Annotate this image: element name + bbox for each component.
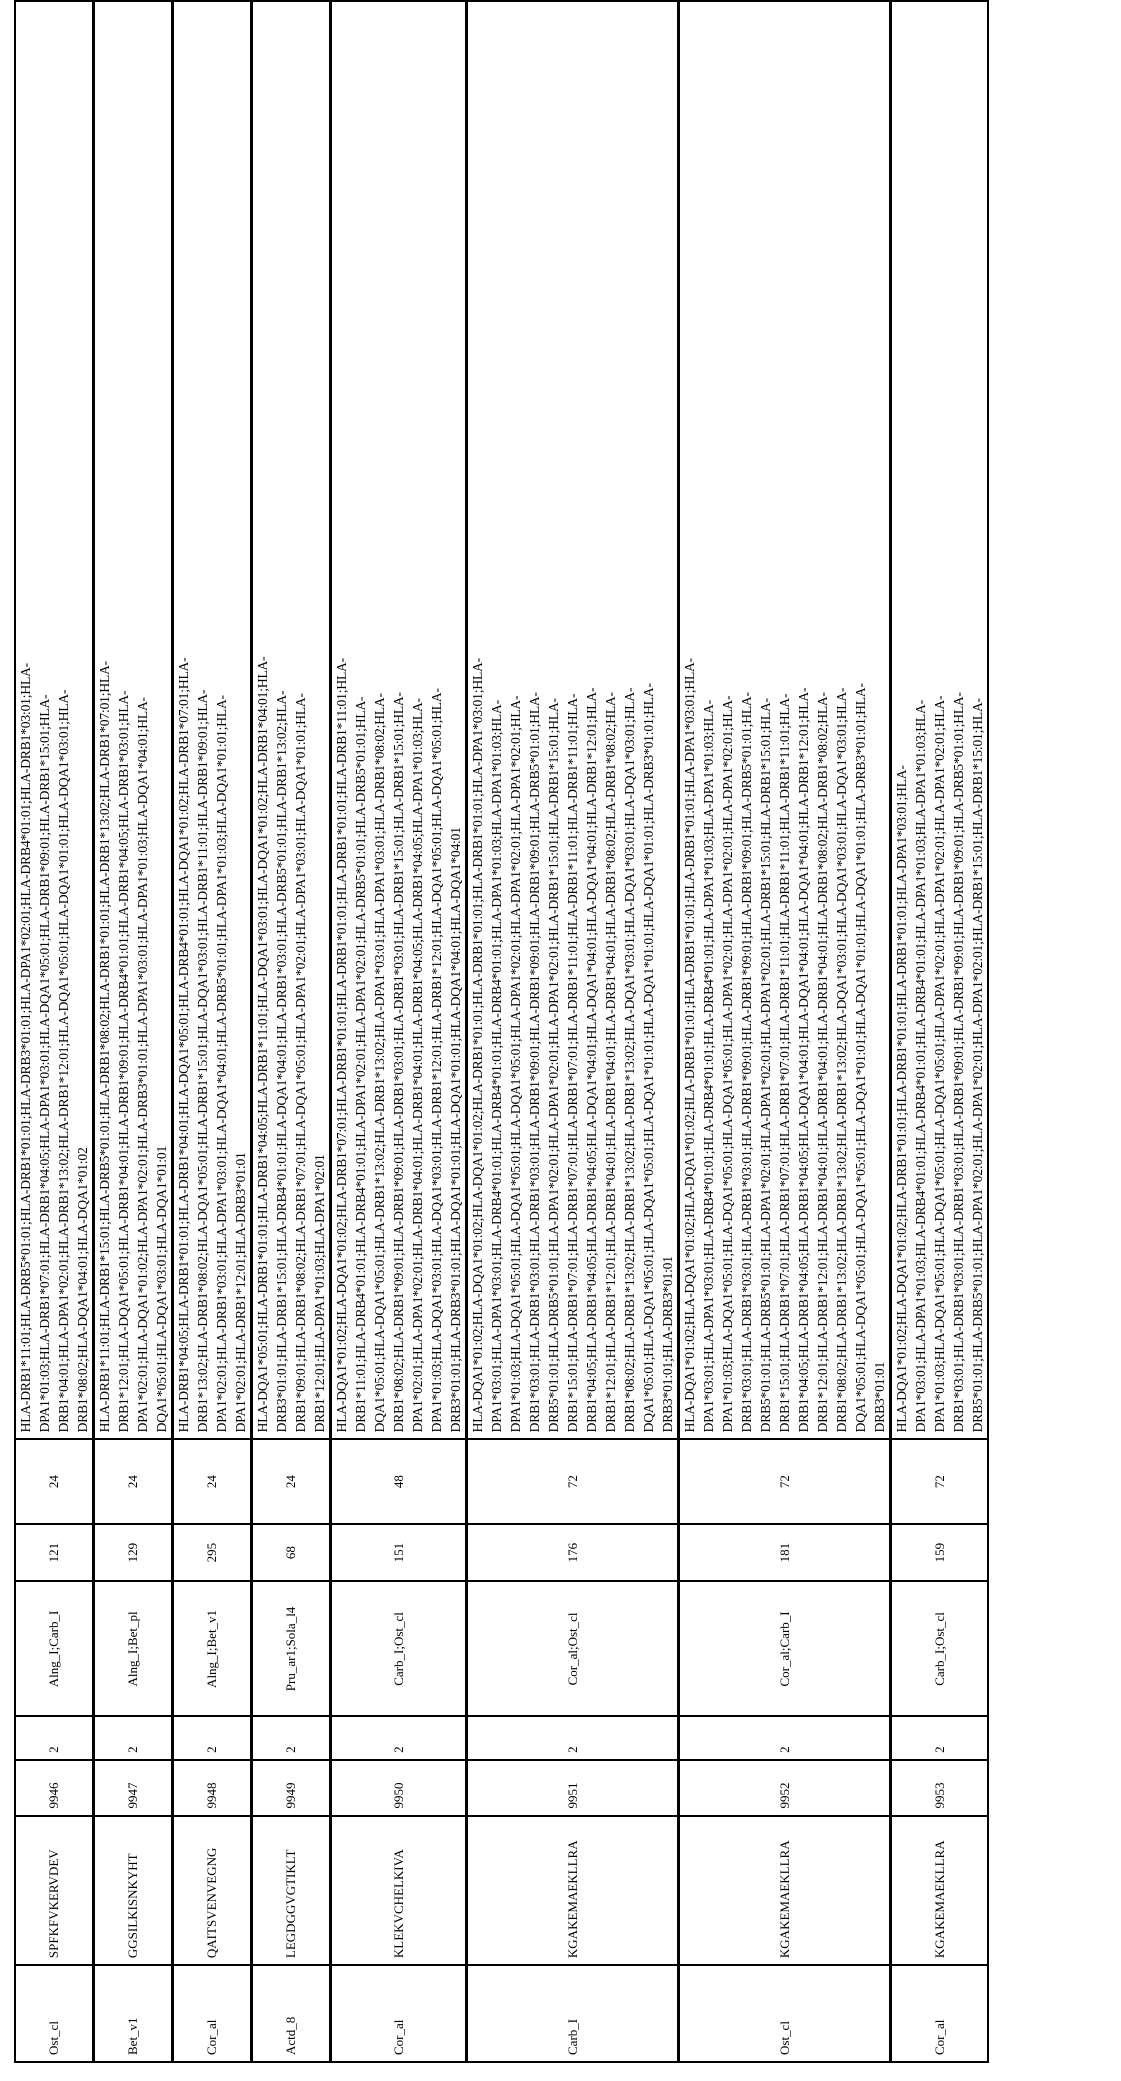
sequence-id-cell: 9950	[331, 1760, 467, 1816]
hla-line: DPA1*02:01;HLA-DRB1*12:01;HLA-DRB3*01:01	[233, 1152, 248, 1433]
hla-line: DQA1*05:01;HLA-DQA1*05:01;HLA-DQA1*05:01;HLA-DQA1*01:01;HLA-DQA1*01:01;HLA-DQA1*01:01;HLA-DRB3*01:01;HLA-	[853, 683, 868, 1433]
hla-line: DPA1*03:01;HLA-DPA1*01:03;HLA-DRB4*01:01;HLA-DRB4*01:01;HLA-DRB4*01:01;HLA-DPA1*01:03;HLA-DPA1*01:03;HLA-	[913, 700, 928, 1433]
hla-line: DPA1*01:03;HLA-DQA1*05:01;HLA-DQA1*05:01;HLA-DQA1*05:01;HLA-DPA1*02:01;HLA-DPA1*02:01;HLA-DPA1*02:01;HLA-	[932, 695, 947, 1433]
position-cell: 295	[173, 1524, 252, 1581]
position-cell: 181	[679, 1524, 891, 1581]
hla-line: HLA-DQA1*01:02;HLA-DQA1*01:02;HLA-DRB1*07:01;HLA-DRB1*01:01;HLA-DRB1*01:01;HLA-DRB1*01:01;HLA-DRB1*11:01;HLA-	[334, 658, 349, 1433]
hla-line: HLA-DRB1*04:05;HLA-DRB1*01:01;HLA-DRB1*04:01;HLA-DQA1*05:01;HLA-DRB4*01:01;HLA-DQA1*01:02;HLA-DRB1*07:01;HLA-	[176, 657, 191, 1433]
hla-line: DRB1*08:02;HLA-DRB1*13:02;HLA-DRB1*13:02;HLA-DRB1*13:02;HLA-DQA1*03:01;HLA-DQA1*03:01;HLA-DQA1*03:01;HLA-	[622, 687, 637, 1433]
allergen-cell: Cor_al	[891, 1965, 989, 2062]
hla-line: DRB3*01:01	[872, 1361, 887, 1433]
hla-line: DRB3*01:01;HLA-DRB3*01:01	[660, 1256, 675, 1433]
hla-line: DRB1*03:01;HLA-DRB1*03:01;HLA-DRB1*03:01;HLA-DRB1*09:01;HLA-DRB1*09:01;HLA-DRB1*09:01;HLA-DRB5*01:01;HLA-	[527, 692, 542, 1433]
hla-line: HLA-DRB1*11:01;HLA-DRB1*15:01;HLA-DRB5*01:01;HLA-DRB1*08:02;HLA-DRB1*01:01;HLA-DRB1*13:02;HLA-DRB1*07:01;HLA-	[97, 660, 112, 1433]
hla-line: DPA1*01:03;HLA-DQA1*03:01;HLA-DQA1*03:01;HLA-DRB1*12:01;HLA-DRB1*12:01;HLA-DQA1*05:01;HLA-DQA1*05:01;HLA-	[429, 688, 444, 1433]
sources-cell: Pru_ar1;Sola_l4	[252, 1581, 331, 1716]
hla-alleles-cell	[173, 1, 252, 1439]
sources-cell: Alng_I;Bet_v1	[173, 1581, 252, 1716]
hla-line: DPA1*02:01;HLA-DPA1*02:01;HLA-DRB1*04:01;HLA-DRB1*04:01;HLA-DRB1*04:05;HLA-DRB1*04:05;HLA-DPA1*01:03;HLA-	[410, 698, 425, 1433]
allergen-cell: Ost_cl	[15, 1965, 94, 2062]
number-cell: 72	[679, 1439, 891, 1524]
peptide-sequence-cell: LEGDGGVGTIKLT	[252, 1816, 331, 1966]
hla-alleles-cell	[252, 1, 331, 1439]
sources-cell: Carb_I;Ost_cl	[331, 1581, 467, 1716]
hla-line: DPA1*02:01;HLA-DQA1*01:02;HLA-DPA1*02:01;HLA-DRB3*01:01;HLA-DPA1*03:01;HLA-DPA1*01:03;HLA-DQA1*04:01;HLA-	[135, 697, 150, 1433]
hla-line: DRB1*12:01;HLA-DRB1*12:01;HLA-DRB1*04:01;HLA-DRB1*04:01;HLA-DRB1*04:01;HLA-DRB1*08:02;HLA-DRB1*08:02;HLA-	[603, 692, 618, 1433]
hla-alleles-cell	[331, 1, 467, 1439]
position-cell: 151	[331, 1524, 467, 1581]
allergen-cell: Ost_cl	[679, 1965, 891, 2062]
table-row	[679, 1, 891, 2062]
hla-line: DRB1*03:01;HLA-DRB1*03:01;HLA-DRB1*03:01;HLA-DRB1*09:01;HLA-DRB1*09:01;HLA-DRB1*09:01;HLA-DRB5*01:01;HLA-	[951, 692, 966, 1433]
allergen-cell: Cor_al	[331, 1965, 467, 2062]
hla-line: DRB5*01:01;HLA-DRB5*01:01;HLA-DPA1*02:01;HLA-DPA1*02:01;HLA-DPA1*02:01;HLA-DRB1*15:01;HLA-DRB1*15:01;HLA-	[970, 698, 985, 1433]
allergen-cell: Actd_8	[252, 1965, 331, 2062]
hla-alleles-cell	[94, 1, 173, 1439]
hla-line: DRB1*15:01;HLA-DRB1*07:01;HLA-DRB1*07:01;HLA-DRB1*07:01;HLA-DRB1*11:01;HLA-DRB1*11:01;HLA-DRB1*11:01;HLA-	[777, 693, 792, 1433]
hla-line: DPA1*02:01;HLA-DRB1*03:01;HLA-DPA1*03:01;HLA-DQA1*04:01;HLA-DRB5*01:01;HLA-DPA1*01:03;HLA-DQA1*01:01;HLA-	[214, 695, 229, 1433]
hla-line: HLA-DQA1*01:02;HLA-DQA1*01:02;HLA-DQA1*01:02;HLA-DRB1*01:01;HLA-DRB1*01:01;HLA-DRB1*01:01;HLA-DPA1*03:01;HLA-	[470, 658, 485, 1433]
peptide-sequence-cell: KGAKEMAEKLLRA	[467, 1816, 679, 1966]
table-row	[15, 1, 94, 2062]
hla-alleles-cell	[467, 1, 679, 1439]
hla-line: HLA-DRB1*11:01;HLA-DRB5*01:01;HLA-DRB1*01:01;HLA-DRB3*01:01;HLA-DPA1*02:01;HLA-DRB4*01:01;HLA-DRB1*03:01;HLA-	[18, 662, 33, 1433]
hla-line: DRB3*01:01;HLA-DRB1*15:01;HLA-DRB4*01:01;HLA-DQA1*04:01;HLA-DRB1*03:01;HLA-DRB5*01:01;HLA-DRB1*13:02;HLA-	[274, 690, 289, 1433]
number-cell: 72	[467, 1439, 679, 1524]
hla-line: DRB1*08:02;HLA-DRB1*09:01;HLA-DRB1*09:01;HLA-DRB1*03:01;HLA-DRB1*03:01;HLA-DRB1*15:01;HLA-DRB1*15:01;HLA-	[391, 692, 406, 1433]
peptide-sequence-cell: QAITSVENVEGNG	[173, 1816, 252, 1966]
hla-line: DPA1*03:01;HLA-DPA1*03:01;HLA-DRB4*01:01;HLA-DRB4*01:01;HLA-DRB4*01:01;HLA-DPA1*01:03;HLA-DPA1*01:03;HLA-	[701, 700, 716, 1433]
hla-line: DQA1*05:01;HLA-DQA1*03:01;HLA-DQA1*01:01	[154, 1145, 169, 1433]
hla-line: DRB3*01:01;HLA-DRB3*01:01;HLA-DQA1*01:01;HLA-DQA1*01:01;HLA-DQA1*04:01;HLA-DQA1*04:01	[448, 827, 463, 1433]
hla-line: DQA1*05:01;HLA-DQA1*05:01;HLA-DQA1*05:01;HLA-DQA1*01:01;HLA-DQA1*01:01;HLA-DQA1*01:01;HLA-DRB3*01:01;HLA-	[641, 683, 656, 1433]
allergen-cell: Cor_al	[173, 1965, 252, 2062]
hla-line: DRB1*15:01;HLA-DRB1*07:01;HLA-DRB1*07:01;HLA-DRB1*07:01;HLA-DRB1*11:01;HLA-DRB1*11:01;HLA-DRB1*11:01;HLA-	[565, 693, 580, 1433]
number-cell: 24	[94, 1439, 173, 1524]
hla-line: DQA1*05:01;HLA-DQA1*05:01;HLA-DRB1*13:02;HLA-DRB1*13:02;HLA-DPA1*03:01;HLA-DPA1*03:01;HLA-DRB1*08:02;HLA-	[372, 693, 387, 1433]
hla-line: DRB1*08:02;HLA-DQA1*04:01;HLA-DQA1*01:02	[75, 1147, 90, 1433]
table-row	[252, 1, 331, 2062]
table-row	[331, 1, 467, 2062]
count-cell: 2	[679, 1716, 891, 1759]
hla-line: DPA1*01:03;HLA-DRB1*07:01;HLA-DRB1*04:05;HLA-DPA1*03:01;HLA-DQA1*05:01;HLA-DRB1*09:01;HLA-DRB1*15:01;HLA-	[37, 694, 52, 1433]
sequence-id-cell: 9953	[891, 1760, 989, 1816]
hla-line: DRB5*01:01;HLA-DRB5*01:01;HLA-DPA1*02:01;HLA-DPA1*02:01;HLA-DPA1*02:01;HLA-DRB1*15:01;HLA-DRB1*15:01;HLA-	[546, 698, 561, 1433]
count-cell: 2	[331, 1716, 467, 1759]
sequence-id-cell: 9951	[467, 1760, 679, 1816]
position-cell: 176	[467, 1524, 679, 1581]
sequence-id-cell: 9949	[252, 1760, 331, 1816]
peptide-sequence-cell: KGAKEMAEKLLRA	[891, 1816, 989, 1966]
hla-line: DRB5*01:01;HLA-DRB5*01:01;HLA-DPA1*02:01;HLA-DPA1*02:01;HLA-DPA1*02:01;HLA-DRB1*15:01;HLA-DRB1*15:01;HLA-	[758, 698, 773, 1433]
number-cell: 72	[891, 1439, 989, 1524]
hla-line: DRB1*08:02;HLA-DRB1*13:02;HLA-DRB1*13:02;HLA-DRB1*13:02;HLA-DQA1*03:01;HLA-DQA1*03:01;HLA-DQA1*03:01;HLA-	[834, 687, 849, 1433]
hla-line: DRB1*12:01;HLA-DQA1*05:01;HLA-DRB1*04:01;HLA-DRB1*09:01;HLA-DRB4*01:01;HLA-DRB1*04:05;HLA-DRB1*03:01;HLA-	[116, 690, 131, 1433]
count-cell: 2	[891, 1716, 989, 1759]
position-cell: 129	[94, 1524, 173, 1581]
table-row	[173, 1, 252, 2062]
number-cell: 24	[15, 1439, 94, 1524]
sequence-id-cell: 9948	[173, 1760, 252, 1816]
hla-line: DRB1*04:01;HLA-DPA1*02:01;HLA-DRB1*13:02;HLA-DRB1*12:01;HLA-DQA1*05:01;HLA-DQA1*01:01;HLA-DQA1*03:01;HLA-	[56, 689, 71, 1433]
allergen-cell: Bet_v1	[94, 1965, 173, 2062]
hla-alleles-cell	[891, 1, 989, 1439]
peptide-sequence-cell: GGSILKISNKYHT	[94, 1816, 173, 1966]
position-cell: 68	[252, 1524, 331, 1581]
table-row	[467, 1, 679, 2062]
position-cell: 121	[15, 1524, 94, 1581]
hla-line: DRB1*09:01;HLA-DRB1*08:02;HLA-DRB1*07:01;HLA-DQA1*05:01;HLA-DPA1*02:01;HLA-DPA1*03:01;HLA-DQA1*01:01;HLA-	[293, 693, 308, 1433]
hla-line: DRB1*11:01;HLA-DRB4*01:01;HLA-DRB4*01:01;HLA-DPA1*02:01;HLA-DPA1*02:01;HLA-DRB5*01:01;HLA-DRB5*01:01;HLA-	[353, 696, 368, 1433]
hla-line: DRB1*13:02;HLA-DRB1*08:02;HLA-DQA1*05:01;HLA-DRB1*15:01;HLA-DQA1*03:01;HLA-DRB1*11:01;HLA-DRB1*09:01;HLA-	[195, 689, 210, 1433]
hla-line: DPA1*03:01;HLA-DPA1*03:01;HLA-DRB4*01:01;HLA-DRB4*01:01;HLA-DRB4*01:01;HLA-DPA1*01:03;HLA-DPA1*01:03;HLA-	[489, 700, 504, 1433]
peptide-sequence-cell: KLEKVCHELKIVA	[331, 1816, 467, 1966]
sources-cell: Cor_al;Ost_cl	[467, 1581, 679, 1716]
table-row	[94, 1, 173, 2062]
hla-line: DRB1*12:01;HLA-DRB1*12:01;HLA-DRB1*04:01;HLA-DRB1*04:01;HLA-DRB1*04:01;HLA-DRB1*08:02;HLA-DRB1*08:02;HLA-	[815, 692, 830, 1433]
sequence-id-cell: 9947	[94, 1760, 173, 1816]
number-cell: 48	[331, 1439, 467, 1524]
hla-line: HLA-DQA1*01:02;HLA-DQA1*01:02;HLA-DQA1*01:02;HLA-DRB1*01:01;HLA-DRB1*01:01;HLA-DRB1*01:01;HLA-DPA1*03:01;HLA-	[682, 658, 697, 1433]
hla-line: DPA1*01:03;HLA-DQA1*05:01;HLA-DQA1*05:01;HLA-DQA1*05:01;HLA-DPA1*02:01;HLA-DPA1*02:01;HLA-DPA1*02:01;HLA-	[720, 695, 735, 1433]
peptide-sequence-cell: SPFKFVKERVDEV	[15, 1816, 94, 1966]
count-cell: 2	[15, 1716, 94, 1759]
hla-line: HLA-DQA1*01:02;HLA-DQA1*01:02;HLA-DRB1*01:01;HLA-DRB1*01:01;HLA-DRB1*01:01;HLA-DPA1*03:01;HLA-	[894, 765, 909, 1433]
sources-cell: Carb_I;Ost_cl	[891, 1581, 989, 1716]
table-row	[891, 1, 989, 2062]
number-cell: 24	[173, 1439, 252, 1524]
allergen-peptide-table	[14, 0, 989, 2063]
hla-alleles-cell	[679, 1, 891, 1439]
sequence-id-cell: 9946	[15, 1760, 94, 1816]
allergen-cell: Carb_I	[467, 1965, 679, 2062]
hla-line: DRB1*03:01;HLA-DRB1*03:01;HLA-DRB1*03:01;HLA-DRB1*09:01;HLA-DRB1*09:01;HLA-DRB1*09:01;HLA-DRB5*01:01;HLA-	[739, 692, 754, 1433]
sources-cell: Alng_I;Carb_I	[15, 1581, 94, 1716]
peptide-sequence-cell: KGAKEMAEKLLRA	[679, 1816, 891, 1966]
hla-line: DRB1*12:01;HLA-DPA1*01:03;HLA-DPA1*02:01	[312, 1154, 327, 1433]
hla-line: DRB1*04:05;HLA-DRB1*04:05;HLA-DRB1*04:05;HLA-DQA1*04:01;HLA-DQA1*04:01;HLA-DQA1*04:01;HLA-DRB1*12:01;HLA-	[584, 687, 599, 1433]
position-cell: 159	[891, 1524, 989, 1581]
count-cell: 2	[173, 1716, 252, 1759]
hla-line: DPA1*01:03;HLA-DQA1*05:01;HLA-DQA1*05:01;HLA-DQA1*05:01;HLA-DPA1*02:01;HLA-DPA1*02:01;HLA-DPA1*02:01;HLA-	[508, 695, 523, 1433]
count-cell: 2	[252, 1716, 331, 1759]
sequence-id-cell: 9952	[679, 1760, 891, 1816]
hla-alleles-cell	[15, 1, 94, 1439]
hla-line: DRB1*04:05;HLA-DRB1*04:05;HLA-DRB1*04:05;HLA-DQA1*04:01;HLA-DQA1*04:01;HLA-DQA1*04:01;HLA-DRB1*12:01;HLA-	[796, 687, 811, 1433]
sources-cell: Alng_I;Bet_pl	[94, 1581, 173, 1716]
hla-line: HLA-DQA1*05:01;HLA-DRB1*01:01;HLA-DRB1*04:05;HLA-DRB1*11:01;HLA-DQA1*03:01;HLA-DQA1*01:02;HLA-DRB1*04:01;HLA-	[255, 656, 270, 1433]
sources-cell: Cor_al;Carb_I	[679, 1581, 891, 1716]
number-cell: 24	[252, 1439, 331, 1524]
count-cell: 2	[467, 1716, 679, 1759]
count-cell: 2	[94, 1716, 173, 1759]
